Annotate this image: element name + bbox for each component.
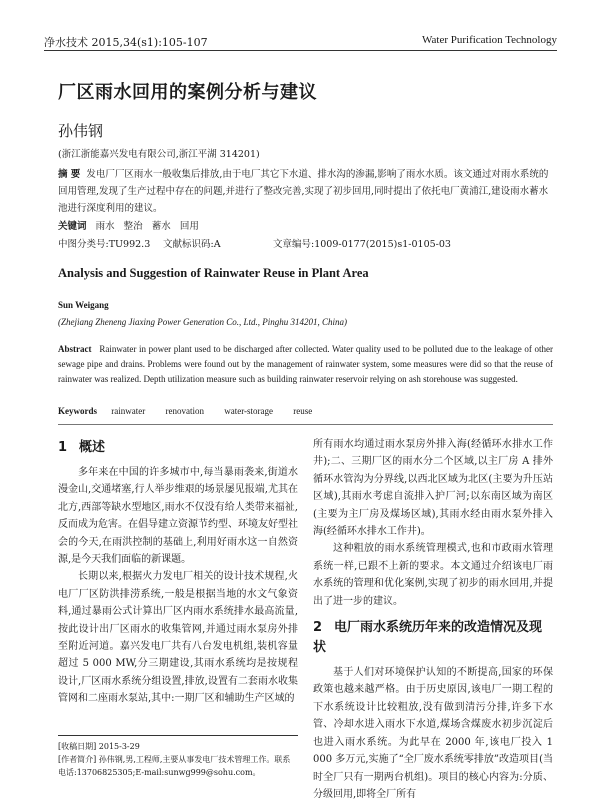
affiliation-zh: (浙江浙能嘉兴发电有限公司,浙江平湖 314201) — [58, 149, 260, 160]
author-bio: [作者简介] 孙伟钢,男,工程师,主要从事发电厂技术管理工作。联系电话:13706825305;E-mail:sunwg999@sohu.com。 — [58, 755, 291, 777]
abstract-rule — [58, 424, 553, 425]
footnote — [58, 740, 298, 779]
keywords-en — [58, 406, 330, 416]
abstract-zh-text: 发电厂厂区雨水一般收集后排放,由于电厂其它下水道、排水沟的渗漏,影响了雨水水质。该文通过对雨水系统的回用管理,发现了生产过程中存在的问题,并进行了整改完善,实现了初步回用,同时提出了依托电厂黄浦江,建设雨水蓄水池进行深度利用的建议。 — [58, 169, 549, 214]
section-number: 2 — [313, 620, 323, 636]
body-column-right — [313, 436, 553, 803]
keyword-en: reuse — [293, 406, 313, 416]
clc-number: 中图分类号:TU992.3 — [58, 239, 151, 250]
received-date: [收稿日期] 2015-3-29 — [58, 742, 140, 751]
author-en: Sun Weigang — [58, 300, 109, 310]
section-heading-2 — [313, 618, 553, 658]
keyword-en: renovation — [165, 406, 204, 416]
keyword-zh: 雨水 — [95, 221, 115, 232]
abstract-en — [58, 342, 553, 387]
section-heading-1 — [58, 438, 298, 458]
header-rule — [44, 50, 557, 51]
keyword-en: rainwater — [111, 406, 146, 416]
keyword-en: water-storage — [224, 406, 274, 416]
paragraph: 长期以来,根据火力发电厂相关的设计技术规程,火电厂厂区防洪排涝系统,一般是根据当地的水文气象资料,通过暴雨公式计算出厂区内雨水系统排水最高流量,按此设计出厂区雨水的收集管网,并通过雨水泵房外排至附近河道。嘉兴发电厂共有八台发电机组,装机容量超过 5 000 MW,分三期建设,其雨水系统均是按规程设计,厂区雨水系统分组设置,排放,设置有二套雨水收集管网和二座雨水泵站,其中:一期厂区和辅助生产区域的 — [58, 571, 298, 705]
body-column-left — [58, 436, 298, 708]
keywords-zh-label: 关键词 — [58, 221, 87, 232]
journal-name-en: Water Purification Technology — [422, 34, 557, 46]
affiliation-en: (Zhejiang Zheneng Jiaxing Power Generation Co., Ltd., Pinghu 314201, China) — [58, 317, 347, 327]
keyword-zh: 回用 — [179, 221, 199, 232]
keywords-zh — [58, 218, 199, 232]
keyword-zh: 蓄水 — [151, 221, 171, 232]
author-zh: 孙伟钢 — [58, 122, 104, 140]
paragraph: 这种粗放的雨水系统管理模式,也和市政雨水管理系统一样,已跟不上新的要求。本文通过介绍该电厂雨水系统的管理和优化案例,实现了初步的雨水回用,并提出了进一步的建议。 — [313, 543, 553, 607]
abstract-zh-label: 摘 要 — [58, 169, 81, 180]
section-title: 概述 — [79, 440, 106, 455]
abstract-en-label: Abstract — [58, 344, 92, 354]
keyword-zh: 整治 — [123, 221, 143, 232]
abstract-en-text: Rainwater in power plant used to be discharged after collected. Water quality used to be polluted due to the leakage of other sewage pipe and drains. Problems were found out by the management of rainwater system, some measures were did so that the reuse of rainwater was realized. Depth utilization measure such as building rainwater reservoir relying on ash storehouse was suggested. — [58, 344, 553, 384]
article-id: 文章编号:1009-0177(2015)s1-0105-03 — [273, 239, 451, 250]
keywords-en-label: Keywords — [58, 406, 97, 416]
paragraph: 多年来在中国的许多城市中,每当暴雨袭来,街道水漫金山,交通堵塞,行人举步维艰的场景屡见报端,尤其在北方,西部等缺水型地区,雨水不仅没有给人类带来福祉,反而成为危害。在倡导建立资源节约型、环境友好型社会的今天,在雨洪控制的基础上,利用好雨水这一自然资源,是今天我们面临的新课题。 — [58, 467, 298, 566]
section-title: 电厂雨水系统历年来的改造情况及现状 — [313, 620, 543, 656]
document-code: 文献标识码:A — [163, 239, 221, 250]
title-zh: 厂区雨水回用的案例分析与建议 — [58, 82, 317, 103]
title-en: Analysis and Suggestion of Rainwater Reuse in Plant Area — [58, 266, 369, 280]
paragraph: 基于人们对环境保护认知的不断提高,国家的环保政策也越来越严格。由于历史原因,该电厂一期工程的下水系统设计比较粗放,没有做到清污分排,许多下水管、冷却水进入雨水下水道,煤场含煤废水初步沉淀后也进入雨水系统。为此早在 2000 年,该电厂投入 1 000 多万元,实施了“全厂废水系统零排放”改造项目(当时全厂只有一期两台机组)。项目的核心内容为:分质、分级回用,即将全厂所有 — [313, 667, 553, 800]
abstract-zh — [58, 166, 553, 217]
footnote-rule — [58, 735, 298, 736]
paragraph: 所有雨水均通过雨水泵房外排入海(经循环水排水工作井);二、三期厂区的雨水分二个区域,以主厂房 A 排外循环水管沟为分界线,以西北区域为北区(主要为升压站区域),其雨水考虑自流排入护厂河;以东南区域为南区(主要为主厂房及煤场区域),其雨水经由雨水泵外排入海(经循环水排水工作井)。 — [313, 439, 553, 538]
section-number: 1 — [58, 440, 68, 455]
journal-citation: 净水技术 2015,34(s1):105-107 — [44, 36, 208, 49]
